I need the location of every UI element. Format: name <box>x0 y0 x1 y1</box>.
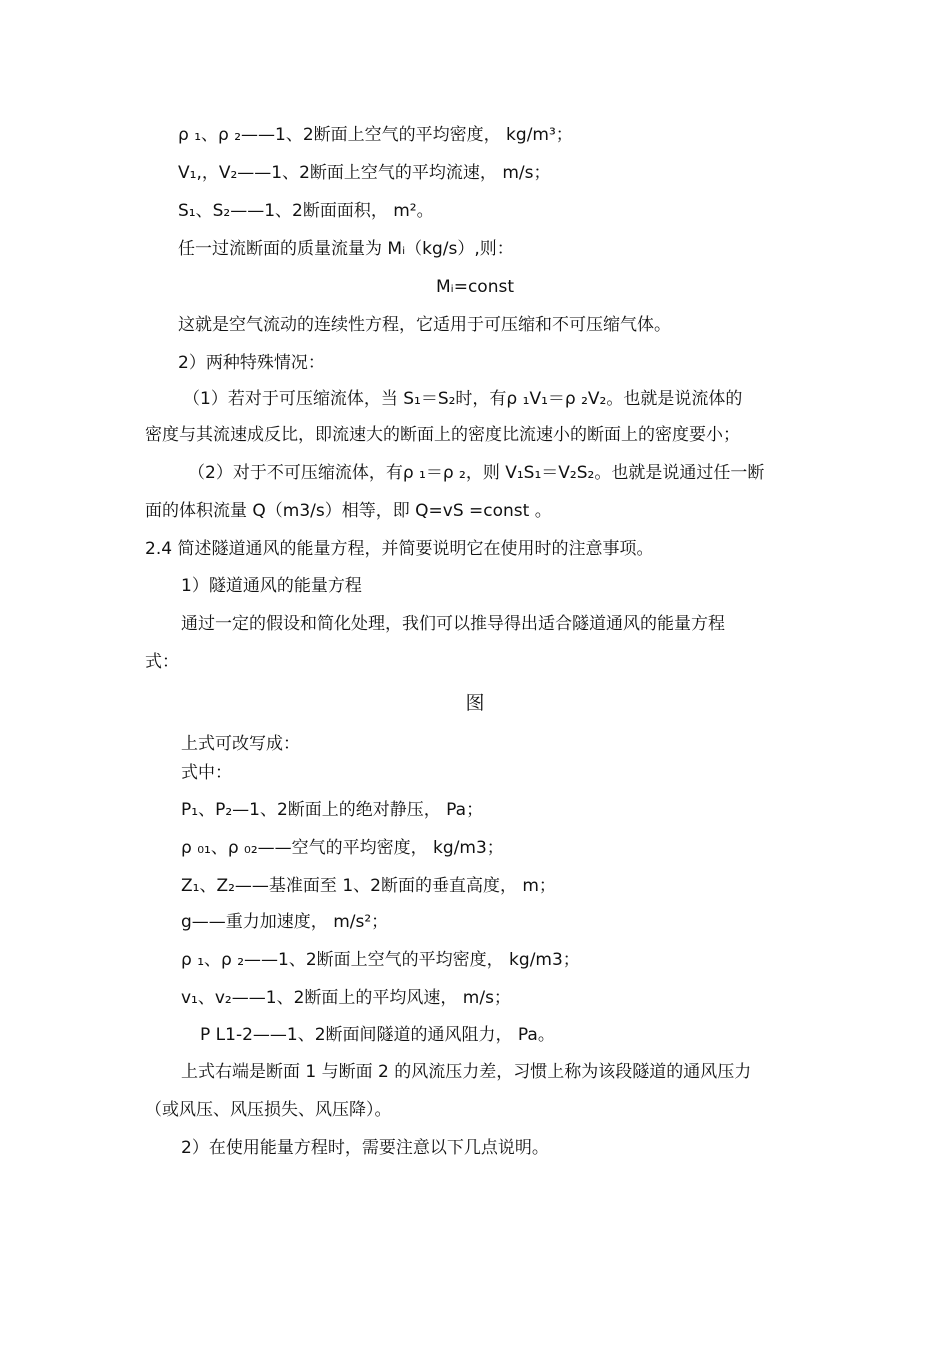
equation: Mᵢ=const <box>436 277 514 297</box>
text-line: 密度与其流速成反比，即流速大的断面上的密度比流速小的断面上的密度要小； <box>145 425 740 445</box>
text-line: 2）两种特殊情况： <box>178 353 325 373</box>
text-line: Z₁、Z₂——基准面至 1、2断面的垂直高度， m； <box>181 876 556 896</box>
figure-placeholder: 图 <box>465 692 485 714</box>
text-line: 上式可改写成： <box>181 734 300 754</box>
text-line: 2）在使用能量方程时，需要注意以下几点说明。 <box>181 1138 549 1158</box>
text-line: （或风压、风压损失、风压降）。 <box>145 1100 392 1120</box>
text-line: 式： <box>145 652 179 672</box>
text-line: 式中： <box>181 763 232 783</box>
text-line: ρ ₁、ρ ₂——1、2断面上空气的平均密度， kg/m³； <box>178 125 573 145</box>
text-line: S₁、S₂——1、2断面面积， m²。 <box>178 201 434 221</box>
text-line: v₁、v₂——1、2断面上的平均风速， m/s； <box>181 988 511 1008</box>
text-line: P₁、P₂—1、2断面上的绝对静压， Pa； <box>181 800 484 820</box>
text-line: 1）隧道通风的能量方程 <box>181 576 362 596</box>
text-line: 任一过流断面的质量流量为 Mᵢ（kg/s）,则： <box>178 239 514 259</box>
text-line: （2）对于不可压缩流体，有ρ ₁＝ρ ₂，则 V₁S₁＝V₂S₂。也就是说通过任一断 <box>188 463 765 483</box>
text-line: 上式右端是断面 1 与断面 2 的风流压力差，习惯上称为该段隧道的通风压力 <box>181 1062 752 1082</box>
text-line: 这就是空气流动的连续性方程，它适用于可压缩和不可压缩气体。 <box>178 315 671 335</box>
text-line: ρ ₀₁、ρ ₀₂——空气的平均密度， kg/m3； <box>181 838 504 858</box>
text-line: g——重力加速度， m/s²； <box>181 912 389 932</box>
text-line: 面的体积流量 Q（m3/s）相等，即 Q=vS =const 。 <box>145 501 552 521</box>
text-line: （1）若对于可压缩流体，当 S₁＝S₂时，有ρ ₁V₁＝ρ ₂V₂。也就是说流体的 <box>183 389 743 409</box>
text-line: V₁,，V₂——1、2断面上空气的平均流速， m/s； <box>178 163 551 183</box>
section-heading: 2.4 简述隧道通风的能量方程，并简要说明它在使用时的注意事项。 <box>145 539 654 559</box>
text-line: P L1-2——1、2断面间隧道的通风阻力， Pa。 <box>200 1025 555 1045</box>
text-line: 通过一定的假设和简化处理，我们可以推导得出适合隧道通风的能量方程 <box>181 614 725 634</box>
text-line: ρ ₁、ρ ₂——1、2断面上空气的平均密度， kg/m3； <box>181 950 580 970</box>
